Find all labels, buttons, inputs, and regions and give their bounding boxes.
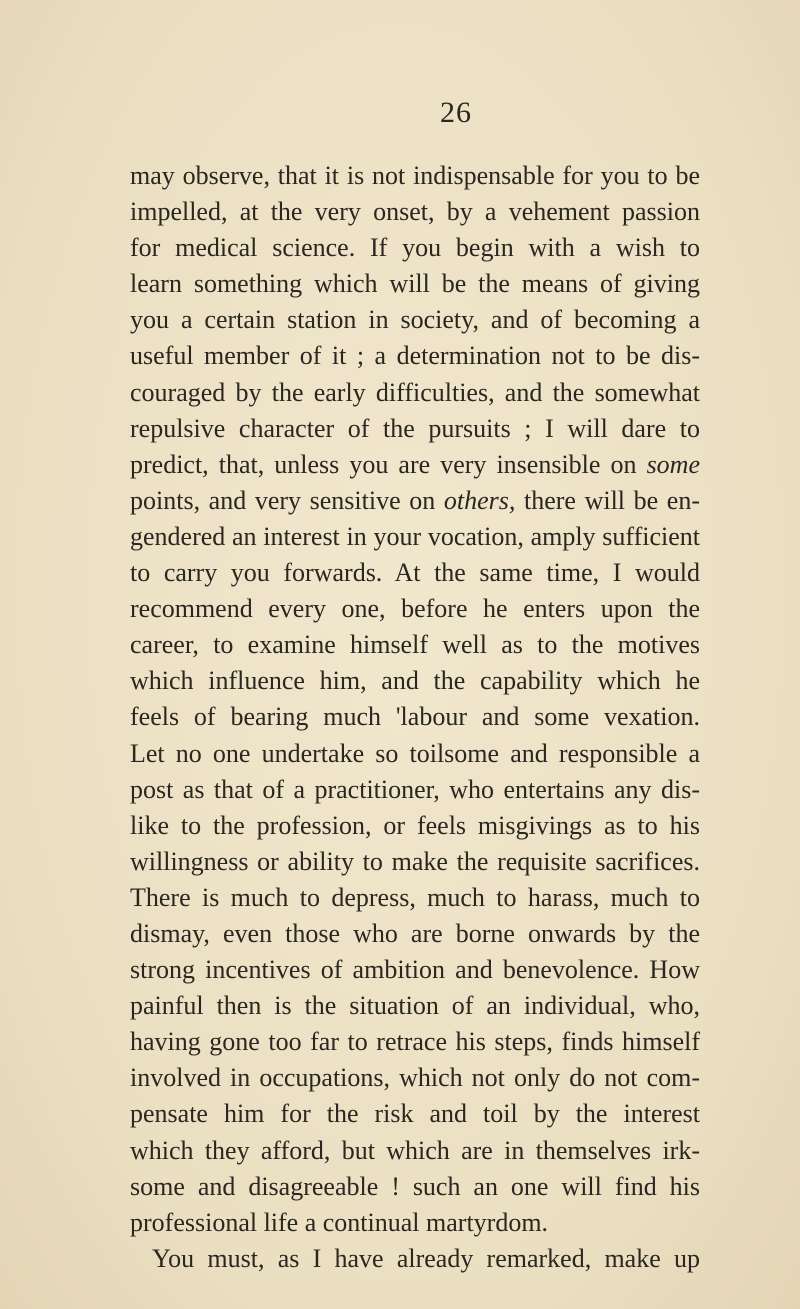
text-line: for medical science. If you begin with a wish to (130, 233, 700, 263)
text-line: which influence him, and the capability which he (130, 666, 700, 696)
emphasis-text: others, (443, 485, 516, 515)
text-line: impelled, at the very onset, by a vehement passion (130, 197, 700, 227)
text-line: like to the profession, or feels misgivings as to his (130, 810, 700, 840)
text-line: repulsive character of the pursuits ; I will dare to (130, 413, 700, 443)
text-line: gendered an interest in your vocation, amply sufficient (130, 521, 700, 551)
body-text (130, 158, 700, 1277)
text-line: Let no one undertake so toilsome and responsible a (130, 738, 700, 768)
text-line: career, to examine himself well as to the motives (130, 630, 700, 660)
text-line: may observe, that it is not indispensable for you to be (130, 161, 700, 190)
text-segment: points, and very sensitive on (130, 485, 444, 515)
text-line: useful member of it ; a determination not to be dis- (130, 341, 700, 371)
text-line: involved in occupations, which not only do not com- (130, 1063, 700, 1093)
text-line: couraged by the early difficulties, and the somewhat (130, 377, 700, 407)
text-line: some and disagreeable ! such an one will find his (130, 1171, 700, 1201)
text-line: dismay, even those who are borne onwards by the (130, 918, 700, 948)
text-segment: there will be en- (515, 485, 700, 515)
text-segment: predict, that, unless you are very insensible on (130, 449, 647, 479)
text-line: feels of bearing much 'labour and some vexation. (130, 702, 700, 732)
page-number: 26 (440, 96, 472, 129)
text-line: post as that of a practitioner, who entertains any dis- (130, 774, 700, 804)
text-line: recommend every one, before he enters upon the (130, 594, 700, 624)
text-line: professional life a continual martyrdom. (130, 1207, 549, 1237)
text-line (130, 483, 700, 519)
text-line: You must, as I have already remarked, make up (152, 1243, 700, 1273)
text-line: learn something which will be the means of giving (130, 269, 700, 299)
text-line: having gone too far to retrace his steps, finds himself (130, 1027, 700, 1057)
text-line (130, 447, 700, 483)
text-line: strong incentives of ambition and benevolence. How (130, 955, 700, 985)
emphasis-text: some (646, 449, 700, 479)
text-line: to carry you forwards. At the same time, I would (130, 558, 700, 588)
text-line: willingness or ability to make the requisite sacrifices. (130, 846, 700, 876)
text-line: pensate him for the risk and toil by the interest (130, 1099, 700, 1129)
text-line: There is much to depress, much to harass, much to (130, 882, 700, 912)
text-line: you a certain station in society, and of becoming a (130, 305, 700, 335)
text-line: which they afford, but which are in themselves irk- (130, 1135, 700, 1165)
text-line: painful then is the situation of an individual, who, (130, 991, 700, 1021)
